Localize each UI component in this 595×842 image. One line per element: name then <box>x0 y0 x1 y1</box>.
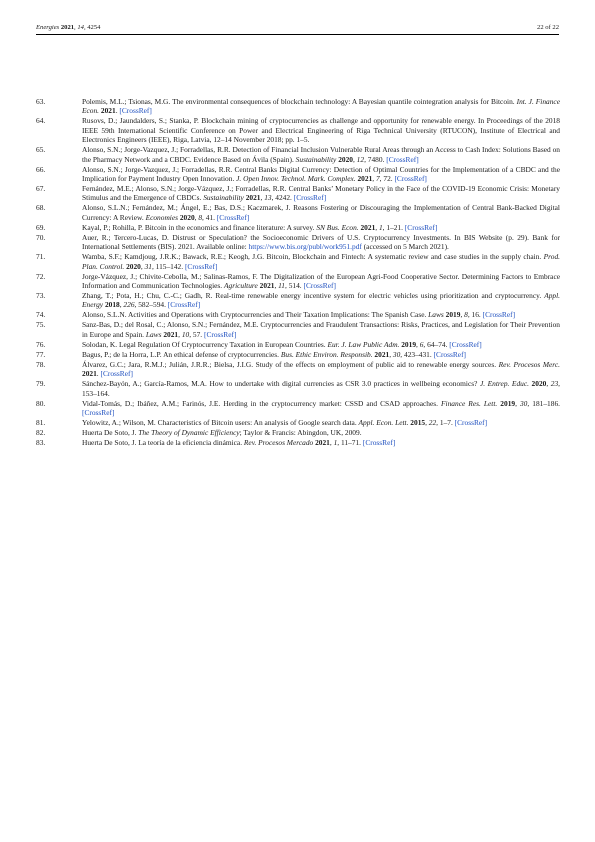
reference-text: 31 <box>144 261 152 271</box>
reference-text: Alonso, S.N.; Jorge-Vazquez, J.; Forradellas, R.R. Central Banks Digital Currency: Detection of Optimal Countries for the Implementation of a CBDC and the Implication for Payment Industry Open Innovation. <box>82 164 560 184</box>
reference-item <box>36 350 560 359</box>
reference-text: , <box>460 310 465 320</box>
reference-text: 2015 <box>410 418 426 428</box>
reference-number: 71. <box>36 252 46 262</box>
crossref-link[interactable]: [CrossRef] <box>82 408 115 418</box>
reference-text: Laws <box>428 310 444 320</box>
reference-number: 79. <box>36 379 46 389</box>
reference-text: , 11–71. <box>337 438 363 448</box>
crossref-link[interactable]: [CrossRef] <box>119 106 152 116</box>
reference-text: 2021 <box>357 174 373 184</box>
reference-text: . <box>115 106 120 116</box>
reference-text: , <box>425 418 429 428</box>
reference-text: 12 <box>356 154 365 164</box>
crossref-link[interactable]: [CrossRef] <box>167 300 201 310</box>
reference-text: 2020 <box>179 212 195 222</box>
reference-text: Vidal-Tomás, D.; Ibáñez, A.M.; Farinós, J.E. Herding in the cryptocurrency market: CSSD and CSAD approaches. <box>82 398 442 408</box>
reference-text: 23 <box>550 379 559 389</box>
reference-text: Finance Res. Lett. <box>441 398 498 408</box>
reference-item <box>36 223 560 232</box>
reference-text: Int. J. Finance Econ. <box>82 97 560 116</box>
reference-number: 65. <box>36 145 46 155</box>
reference-text: , 41. <box>202 212 217 222</box>
reference-text: Wamba, S.F.; Kamdjoug, J.R.K.; Bawack, R.E.; Keogh, J.G. Bitcoin, Blockchain and Fintech: A systematic review and case studies in the supply chain. <box>82 252 544 262</box>
reference-text: 10 <box>181 329 190 339</box>
crossref-link[interactable]: [CrossRef] <box>404 222 438 232</box>
reference-item <box>36 320 560 339</box>
reference-text: 2019 <box>445 310 461 320</box>
reference-text: , 7480. <box>364 154 387 164</box>
reference-text: (accessed on 5 March 2021). <box>361 242 449 252</box>
reference-text: Jorge-Vázquez, J.; Chivite-Cebolla, M.; Salinas-Ramos, F. The Digitalization of the European Agri-Food Cooperative Sector. Determining Factors to Embrace Information and Communication Technologies. <box>82 271 560 291</box>
reference-text: ; Taylor & Francis: Abingdon, UK, 2009. <box>239 428 362 438</box>
reference-item <box>36 184 560 203</box>
reference-text: Eur. J. Law Public Adm. <box>327 339 400 349</box>
reference-number: 66. <box>36 164 46 174</box>
reference-text: Alonso, S.L.N.; Fernández, M.; Ángel, E.; Bas, D.S.; Kaczmarek, J. Reasons Fostering or Discouraging the Implementation of Central Bank-Backed Digital Currency: A Review. <box>82 203 560 222</box>
reference-number: 73. <box>36 291 46 301</box>
header-journal: Energies <box>36 24 60 31</box>
reference-item <box>36 360 560 379</box>
reference-text: Solodan, K. Legal Regulation Of Cryptocurrency Taxation in European Countries. <box>82 339 328 349</box>
reference-text: Fernández, M.E.; Alonso, S.N.; Jorge-Vázquez, J.; Forradellas, R.R. Central Banks’ Monetary Policy in the Face of the COVID-19 Economic Crisis: Monetary Stimulus and the Emergence of CBDCs. <box>82 184 560 203</box>
reference-text: Agriculture <box>224 281 258 291</box>
reference-text: , <box>416 339 420 349</box>
crossref-link[interactable]: [CrossRef] <box>216 212 250 222</box>
header-rule <box>36 34 559 35</box>
reference-text: Sustainability <box>295 154 337 164</box>
reference-number: 68. <box>36 203 46 213</box>
crossref-link[interactable]: [CrossRef] <box>303 281 336 291</box>
reference-text: 8 <box>464 310 468 320</box>
reference-text: 6 <box>419 339 424 349</box>
reference-number: 83. <box>36 438 46 448</box>
reference-number: 76. <box>36 339 46 349</box>
reference-text: Huerta De Soto, J. La teoría de la eficiencia dinámica. <box>82 438 244 448</box>
reference-text: Alonso, S.L.N. Activities and Operations with Cryptocurrencies and Their Taxation Implications: The Spanish Case. <box>82 310 429 320</box>
crossref-link[interactable]: [CrossRef] <box>433 349 466 359</box>
header-article: 4254 <box>87 24 101 31</box>
reference-text: 2020 <box>531 379 547 389</box>
reference-text: 7 <box>375 174 380 184</box>
reference-text: SN Bus. Econ. <box>316 222 359 232</box>
reference-text: Sanz-Bas, D.; del Rosal, C.; Alonso, S.N.; Fernández, M.E. Cryptocurrencies and Fraudulent Transactions: Risks, Practices, and Legislation for Their Prevention in Europe and Spain. <box>82 320 560 339</box>
header-volume: 14 <box>77 24 84 31</box>
reference-text: , 16. <box>467 310 483 320</box>
reference-text: , 1–21. <box>382 222 405 232</box>
reference-text: 2020 <box>126 261 141 271</box>
reference-text: , 423–431. <box>400 349 434 359</box>
reference-text: , 582–594. <box>134 300 168 310</box>
reference-text: 2021 <box>360 222 376 232</box>
reference-text: , <box>140 261 145 271</box>
reference-item <box>36 97 560 116</box>
reference-text: Bagus, P.; de la Horra, L.P. An ethical defense of cryptocurrencies. <box>82 349 281 359</box>
reference-text: , <box>274 281 279 291</box>
reference-item <box>36 252 560 271</box>
reference-text: . <box>96 369 101 379</box>
reference-number: 78. <box>36 359 46 369</box>
reference-text: , 72. <box>379 174 395 184</box>
reference-number: 63. <box>36 97 46 106</box>
reference-text: Yelowitz, A.; Wilson, M. Characteristics of Bitcoin users: An analysis of Google search data. <box>82 418 359 428</box>
reference-item <box>36 272 560 291</box>
reference-text: 2020 <box>338 154 353 164</box>
reference-text: Laws <box>145 329 162 339</box>
reference-number: 82. <box>36 428 46 438</box>
reference-item <box>36 438 560 447</box>
reference-text: Bus. Ethic Environ. Responsib. <box>280 349 373 359</box>
reference-text: Polemis, M.L.; Tsionas, M.G. The environmental consequences of blockchain technology: A Bayesian quantile cointegration analysis for Bitcoin. <box>82 97 517 106</box>
reference-text: Rev. Procesos Merc. <box>498 359 560 369</box>
reference-item <box>36 116 560 144</box>
reference-text: , <box>260 193 265 203</box>
reference-text: , 1–7. <box>436 418 455 428</box>
reference-item <box>36 428 560 437</box>
reference-item <box>36 399 560 418</box>
crossref-link[interactable]: [CrossRef] <box>293 193 327 203</box>
reference-text: , 514. <box>285 281 304 291</box>
reference-text: Economies <box>145 212 178 222</box>
reference-text: 2019 <box>500 398 516 408</box>
reference-text: Álvarez, G.C.; Jara, R.M.J.; Julián, J.R.R.; Bielsa, J.I.G. Study of the effects on employment of public aid to renewable energy sources. <box>82 359 499 369</box>
reference-number: 69. <box>36 222 46 232</box>
reference-text: 1 <box>333 438 338 448</box>
reference-text: , <box>546 379 551 389</box>
reference-number: 75. <box>36 320 46 330</box>
reference-text: J. Open Innov. Technol. Mark. Complex. <box>236 174 356 184</box>
reference-item <box>36 340 560 349</box>
reference-text: Rusovs, D.; Jaundalders, S.; Stanka, P. Blockchain mining of cryptocurrencies as challenge and opportunity for renewable energy. In Proceedings of the 2018 IEEE 59th International Scientific Conference on Power and Electrical Engineering of Riga Technical University (RTUCON), Institute of Electrical and Electronics Engineers (IEEE), Riga, Latvia, 12–14 November 2018; pp. 1–5. <box>82 116 560 145</box>
reference-text: , <box>329 438 334 448</box>
reference-item <box>36 379 560 398</box>
reference-text: 13 <box>264 193 272 203</box>
reference-text: , <box>375 222 379 232</box>
page-number: 22 of 22 <box>537 24 559 31</box>
crossref-link[interactable]: [CrossRef] <box>386 154 419 164</box>
reference-text: 226 <box>123 300 135 310</box>
reference-link[interactable]: https://www.bis.org/publ/work951.pdf <box>248 242 362 252</box>
reference-text: 2021 <box>374 349 390 359</box>
crossref-link[interactable]: [CrossRef] <box>362 438 396 448</box>
reference-text: , 57. <box>189 329 204 339</box>
reference-text: , <box>194 212 199 222</box>
reference-text: Sánchez-Bayón, A.; García-Ramos, M.A. How to undertake with digital currencies as CSR 3.0 practices in wellbeing economics? <box>82 379 480 389</box>
reference-text: 1 <box>378 222 383 232</box>
reference-text: 30 <box>519 398 528 408</box>
reference-text: , 4242. <box>271 193 294 203</box>
reference-text: 8 <box>198 212 203 222</box>
reference-text: 2021 <box>245 193 261 203</box>
reference-text: Huerta De Soto, J. <box>82 428 139 438</box>
reference-number: 72. <box>36 271 46 281</box>
crossref-link[interactable]: [CrossRef] <box>482 310 516 320</box>
reference-number: 81. <box>36 418 46 428</box>
reference-text: , 115–142. <box>151 261 185 271</box>
reference-text: 30 <box>392 349 401 359</box>
reference-text: Sustainability <box>203 193 244 203</box>
reference-text: , <box>352 154 357 164</box>
reference-text: , 153–164. <box>82 379 560 398</box>
reference-text: 22 <box>428 418 437 428</box>
reference-text: , <box>389 349 393 359</box>
header-year: 2021 <box>60 24 75 31</box>
reference-item <box>36 418 560 427</box>
reference-number: 80. <box>36 398 46 408</box>
reference-text: Zhang, T.; Pota, H.; Chu, C.-C.; Gadh, R. Real-time renewable energy incentive system for electric vehicles using prioritization and cryptocurrency. <box>82 291 545 301</box>
crossref-link[interactable]: [CrossRef] <box>184 261 218 271</box>
reference-text: 2019 <box>401 339 417 349</box>
reference-number: 77. <box>36 349 46 359</box>
reference-number: 74. <box>36 310 46 320</box>
reference-number: 64. <box>36 116 46 126</box>
reference-item <box>36 145 560 164</box>
reference-text: 2021 <box>259 281 275 291</box>
reference-text: , <box>372 174 376 184</box>
reference-item <box>36 165 560 184</box>
reference-item <box>36 203 560 222</box>
crossref-link[interactable]: [CrossRef] <box>394 174 427 184</box>
reference-item <box>36 291 560 310</box>
crossref-link[interactable]: [CrossRef] <box>100 369 133 379</box>
reference-text: Auer, R.; Tercero-Lucas, D. Distrust or Speculation? the Socioeconomic Drivers of U.S. Cryptocurrency Investments. In BIS Website (p. 29). Bank for International Settlements (BIS). 2021. Available online: <box>82 232 560 252</box>
reference-text: Prod. Plan. Control. <box>82 252 560 271</box>
reference-list <box>36 97 560 448</box>
reference-number: 67. <box>36 184 46 194</box>
reference-text: Kayal, P.; Rohilla, P. Bitcoin in the economics and finance literature: A survey. <box>82 222 317 232</box>
reference-text: 2021 <box>100 106 116 116</box>
reference-text: , <box>119 300 124 310</box>
crossref-link[interactable]: [CrossRef] <box>454 418 488 428</box>
reference-text: 2018 <box>104 300 120 310</box>
reference-text: 11 <box>278 281 285 291</box>
reference-text: 2021 <box>315 438 330 448</box>
reference-text: Appl. Econ. Lett. <box>358 418 409 428</box>
reference-text: , 181–186. <box>527 398 560 408</box>
reference-text: , 64–74. <box>423 339 450 349</box>
reference-item <box>36 233 560 252</box>
reference-text: , <box>515 398 520 408</box>
header-citation: Energies 2021, 14, 4254 <box>36 24 101 31</box>
crossref-link[interactable]: [CrossRef] <box>449 339 482 349</box>
reference-number: 70. <box>36 232 46 242</box>
reference-text: Alonso, S.N.; Jorge-Vazquez, J.; Forradellas, R.R. Detection of Financial Inclusion Vulnerable Rural Areas through an Access to Cash Index: Solutions Based on the Pharmacy Network and a CBDC. Evidence Based on Ávila (Spain). <box>82 145 560 164</box>
reference-text: Appl. Energy <box>82 291 560 310</box>
reference-text: The Theory of Dynamic Efficiency <box>138 428 240 438</box>
reference-text: Rev. Procesos Mercado <box>243 438 314 448</box>
reference-text: 2021 <box>163 329 179 339</box>
reference-text: 2021 <box>82 369 97 379</box>
reference-item <box>36 310 560 319</box>
reference-text: J. Entrep. Educ. <box>479 379 529 389</box>
reference-text: , <box>178 329 182 339</box>
crossref-link[interactable]: [CrossRef] <box>203 329 237 339</box>
